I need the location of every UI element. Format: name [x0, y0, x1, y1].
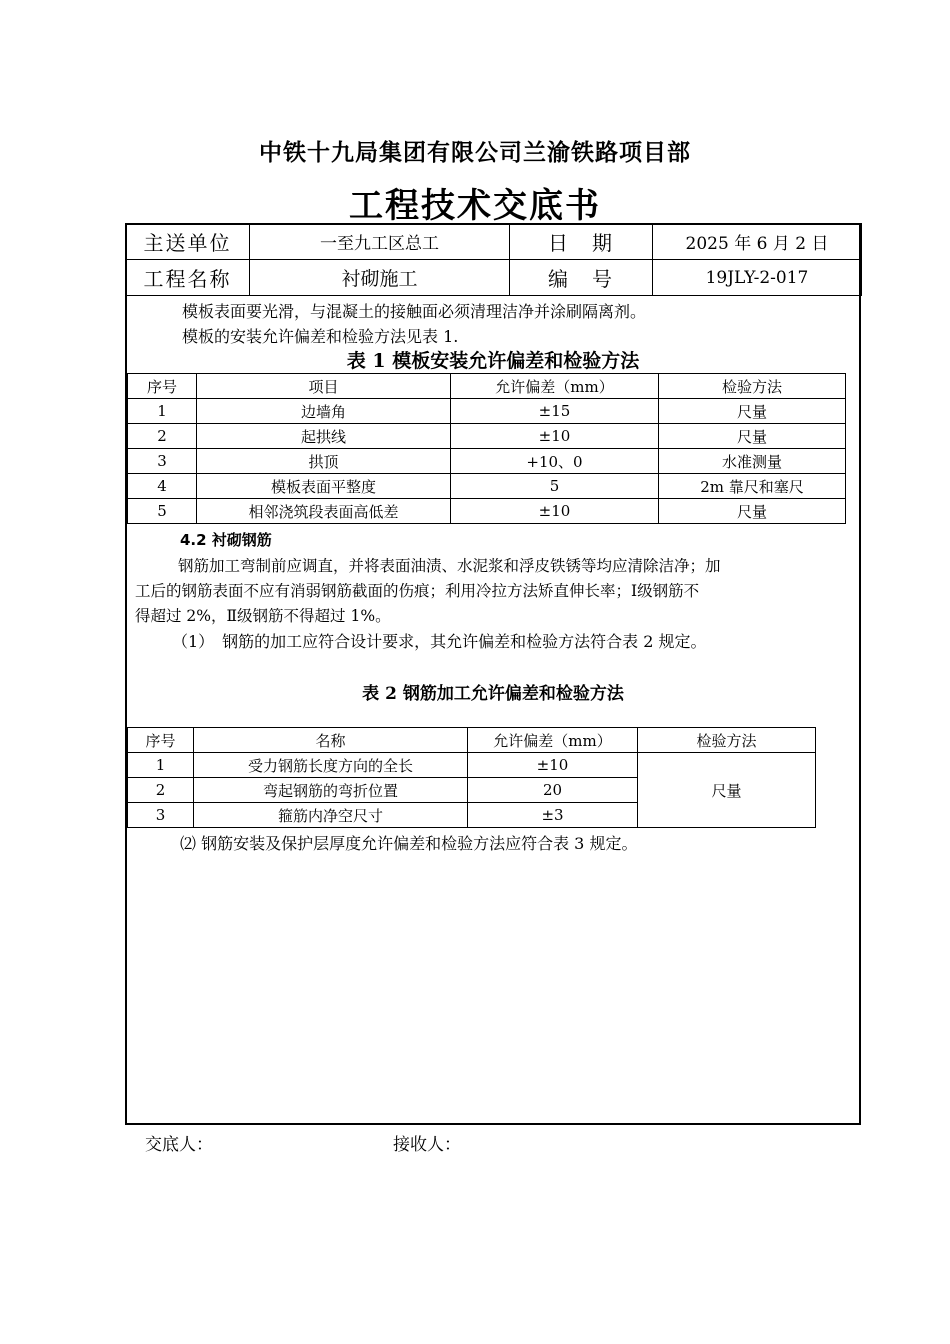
intro-line-2: 模板的安装允许偏差和检验方法见表 1.: [182, 327, 459, 346]
table2-header-cell: 名称: [194, 728, 468, 753]
table1-cell: 4: [128, 474, 197, 499]
table2-cell: 受力钢筋长度方向的全长: [194, 753, 468, 778]
number-value: 19JLY-2-017: [653, 260, 862, 296]
sender-label: 主送单位: [126, 224, 250, 260]
table1-cell: 相邻浇筑段表面高低差: [197, 499, 451, 524]
section-para-line-3: 得超过 2%，Ⅱ级钢筋不得超过 1%。: [135, 607, 391, 625]
table1-cell: 尺量: [659, 399, 846, 424]
table1-cell: 1: [128, 399, 197, 424]
table1-header-cell: 项目: [197, 374, 451, 399]
header-row-1: [126, 224, 862, 260]
section-para-line-2: 工后的钢筋表面不应有消弱钢筋截面的伤痕；利用冷拉方法矫直伸长率；Ⅰ级钢筋不: [135, 582, 700, 600]
section-heading: 4.2 衬砌钢筋: [180, 531, 272, 549]
table2-cell: ±10: [468, 753, 638, 778]
table2-header-cell: 检验方法: [638, 728, 816, 753]
table1-cell: 水准测量: [659, 449, 846, 474]
table1-cell: 起拱线: [197, 424, 451, 449]
sender-value: 一至九工区总工: [250, 224, 510, 260]
table1-cell: 5: [451, 474, 659, 499]
table1-cell: 尺量: [659, 424, 846, 449]
table1-cell: 尺量: [659, 499, 846, 524]
section-item-1: （1） 钢筋的加工应符合设计要求，其允许偏差和检验方法符合表 2 规定。: [172, 632, 707, 651]
project-value: 衬砌施工: [250, 260, 510, 296]
table2-cell: 箍筋内净空尺寸: [194, 803, 468, 828]
table1-cell: ±15: [451, 399, 659, 424]
receiver-label: 接收人：: [393, 1135, 461, 1155]
item-2-text: ⑵ 钢筋安装及保护层厚度允许偏差和检验方法应符合表 3 规定。: [180, 834, 638, 853]
table2-cell: 20: [468, 778, 638, 803]
table2-header-cell: 允许偏差（mm）: [468, 728, 638, 753]
table1-cell: 拱顶: [197, 449, 451, 474]
table2-cell: 3: [128, 803, 194, 828]
organization-title: 中铁十九局集团有限公司兰渝铁路项目部: [259, 140, 691, 166]
table1-row: [128, 499, 846, 524]
header-table: [125, 223, 862, 296]
table2-cell: ±3: [468, 803, 638, 828]
table1-row: [128, 449, 846, 474]
table1-header-cell: 检验方法: [659, 374, 846, 399]
presenter-label: 交底人：: [145, 1135, 213, 1155]
number-label: 编 号: [510, 260, 653, 296]
table2-caption: 表 2 钢筋加工允许偏差和检验方法: [362, 684, 624, 704]
table2-header-cell: 序号: [128, 728, 194, 753]
intro-line-1: 模板表面要光滑，与混凝土的接触面必须清理洁净并涂刷隔离剂。: [182, 302, 647, 321]
table1-caption: 表 1 模板安装允许偏差和检验方法: [346, 350, 640, 372]
table2-cell: 1: [128, 753, 194, 778]
table1-header-row: [128, 374, 846, 399]
table1-cell: 2m 靠尺和塞尺: [659, 474, 846, 499]
table2-cell: 2: [128, 778, 194, 803]
date-value: 2025 年 6 月 2 日: [653, 224, 862, 260]
document-title: 工程技术交底书: [349, 186, 601, 226]
table1: [127, 373, 846, 524]
table1-cell: 3: [128, 449, 197, 474]
table1-cell: 边墙角: [197, 399, 451, 424]
project-label: 工程名称: [126, 260, 250, 296]
table1-cell: ±10: [451, 499, 659, 524]
table1-header-cell: 序号: [128, 374, 197, 399]
table1-cell: 2: [128, 424, 197, 449]
table1-cell: ±10: [451, 424, 659, 449]
table1-header-cell: 允许偏差（mm）: [451, 374, 659, 399]
table1-row: [128, 399, 846, 424]
date-label: 日 期: [510, 224, 653, 260]
table2: [127, 727, 816, 828]
table2-row: [128, 753, 816, 778]
section-para-line-1: 钢筋加工弯制前应调直，并将表面油渍、水泥浆和浮皮铁锈等均应清除洁净；加: [178, 557, 721, 575]
table1-cell: +10、0: [451, 449, 659, 474]
table2-cell: 弯起钢筋的弯折位置: [194, 778, 468, 803]
table1-row: [128, 474, 846, 499]
header-row-2: [126, 260, 862, 296]
table2-header-row: [128, 728, 816, 753]
table1-cell: 模板表面平整度: [197, 474, 451, 499]
table1-row: [128, 424, 846, 449]
table2-method-cell: 尺量: [638, 753, 816, 828]
table1-cell: 5: [128, 499, 197, 524]
